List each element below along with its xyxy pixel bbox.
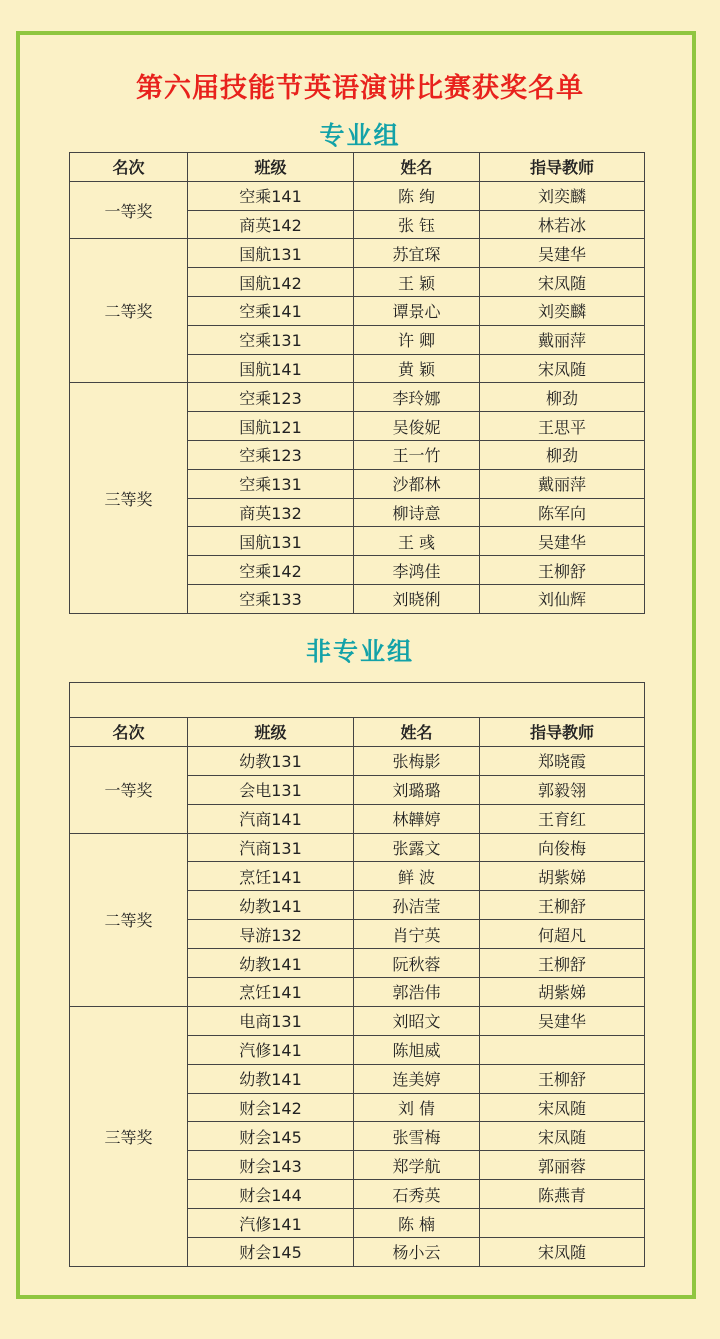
teacher-cell: 柳劲 [480, 440, 645, 469]
class-cell: 空乘131 [188, 325, 354, 354]
teacher-cell: 陈军向 [480, 498, 645, 527]
student-name-cell: 许 卿 [354, 325, 480, 354]
class-cell: 空乘123 [188, 383, 354, 412]
class-cell: 空乘133 [188, 584, 354, 613]
teacher-cell: 王柳舒 [480, 949, 645, 978]
student-name-cell: 陈旭威 [354, 1035, 480, 1064]
student-name-cell: 王 彧 [354, 527, 480, 556]
class-cell: 财会143 [188, 1151, 354, 1180]
header-teacher: 指导教师 [480, 718, 645, 747]
table-row [70, 181, 645, 210]
class-cell: 烹饪141 [188, 978, 354, 1007]
class-cell: 导游132 [188, 920, 354, 949]
rank-cell: 三等奖 [70, 1006, 188, 1266]
class-cell: 商英142 [188, 210, 354, 239]
teacher-cell: 向俊梅 [480, 833, 645, 862]
teacher-cell: 柳劲 [480, 383, 645, 412]
teacher-cell: 王育红 [480, 804, 645, 833]
class-cell: 汽修141 [188, 1209, 354, 1238]
teacher-cell: 宋凤随 [480, 354, 645, 383]
student-name-cell: 张雪梅 [354, 1122, 480, 1151]
teacher-cell: 刘奕麟 [480, 296, 645, 325]
header-teacher: 指导教师 [480, 153, 645, 182]
student-name-cell: 林韡婷 [354, 804, 480, 833]
table-row [70, 383, 645, 412]
header-class: 班级 [188, 718, 354, 747]
professional-awards-table [69, 152, 645, 614]
class-cell: 空乘141 [188, 181, 354, 210]
student-name-cell: 孙洁莹 [354, 891, 480, 920]
rank-cell: 二等奖 [70, 239, 188, 383]
non-professional-awards-table [69, 682, 645, 1267]
table-header-row [70, 718, 645, 747]
student-name-cell: 张 钰 [354, 210, 480, 239]
class-cell: 国航142 [188, 268, 354, 297]
class-cell: 国航131 [188, 527, 354, 556]
class-cell: 空乘142 [188, 556, 354, 585]
page-title: 第六届技能节英语演讲比赛获奖名单 [136, 73, 584, 104]
class-cell: 幼教131 [188, 746, 354, 775]
teacher-cell: 郑晓霞 [480, 746, 645, 775]
non-professional-group-heading: 非专业组 [305, 637, 414, 666]
class-cell: 国航121 [188, 412, 354, 441]
header-name: 姓名 [354, 153, 480, 182]
teacher-cell: 戴丽萍 [480, 469, 645, 498]
student-name-cell: 阮秋蓉 [354, 949, 480, 978]
teacher-cell: 宋凤随 [480, 1093, 645, 1122]
blank-caption-cell [70, 683, 645, 718]
student-name-cell: 刘晓俐 [354, 584, 480, 613]
teacher-cell: 胡紫娣 [480, 978, 645, 1007]
student-name-cell: 柳诗意 [354, 498, 480, 527]
teacher-cell: 吴建华 [480, 1006, 645, 1035]
class-cell: 国航131 [188, 239, 354, 268]
class-cell: 财会142 [188, 1093, 354, 1122]
class-cell: 空乘141 [188, 296, 354, 325]
table-row [70, 1006, 645, 1035]
student-name-cell: 杨小云 [354, 1238, 480, 1267]
student-name-cell: 吴俊妮 [354, 412, 480, 441]
teacher-cell: 郭丽蓉 [480, 1151, 645, 1180]
teacher-cell: 刘仙辉 [480, 584, 645, 613]
student-name-cell: 陈 绚 [354, 181, 480, 210]
student-name-cell: 陈 楠 [354, 1209, 480, 1238]
class-cell: 烹饪141 [188, 862, 354, 891]
student-name-cell: 李鸿佳 [354, 556, 480, 585]
student-name-cell: 李玲娜 [354, 383, 480, 412]
student-name-cell: 张梅影 [354, 746, 480, 775]
header-rank: 名次 [70, 718, 188, 747]
blank-caption-row [70, 683, 645, 718]
class-cell: 财会144 [188, 1180, 354, 1209]
class-cell: 财会145 [188, 1238, 354, 1267]
student-name-cell: 黄 颖 [354, 354, 480, 383]
header-name: 姓名 [354, 718, 480, 747]
header-rank: 名次 [70, 153, 188, 182]
class-cell: 国航141 [188, 354, 354, 383]
class-cell: 空乘123 [188, 440, 354, 469]
student-name-cell: 肖宁英 [354, 920, 480, 949]
student-name-cell: 王 颖 [354, 268, 480, 297]
teacher-cell: 戴丽萍 [480, 325, 645, 354]
class-cell: 汽商131 [188, 833, 354, 862]
class-cell: 汽商141 [188, 804, 354, 833]
professional-group-heading: 专业组 [319, 121, 401, 150]
teacher-cell: 林若冰 [480, 210, 645, 239]
rank-cell: 一等奖 [70, 746, 188, 833]
student-name-cell: 郭浩伟 [354, 978, 480, 1007]
teacher-cell: 吴建华 [480, 527, 645, 556]
student-name-cell: 石秀英 [354, 1180, 480, 1209]
class-cell: 商英132 [188, 498, 354, 527]
student-name-cell: 谭景心 [354, 296, 480, 325]
student-name-cell: 刘璐璐 [354, 775, 480, 804]
class-cell: 幼教141 [188, 891, 354, 920]
class-cell: 电商131 [188, 1006, 354, 1035]
student-name-cell: 王一竹 [354, 440, 480, 469]
teacher-cell: 王柳舒 [480, 891, 645, 920]
student-name-cell: 张露文 [354, 833, 480, 862]
class-cell: 幼教141 [188, 949, 354, 978]
teacher-cell: 刘奕麟 [480, 181, 645, 210]
class-cell: 空乘131 [188, 469, 354, 498]
student-name-cell: 郑学航 [354, 1151, 480, 1180]
table-row [70, 833, 645, 862]
table-row [70, 239, 645, 268]
class-cell: 汽修141 [188, 1035, 354, 1064]
table-row [70, 746, 645, 775]
teacher-cell: 胡紫娣 [480, 862, 645, 891]
student-name-cell: 沙都林 [354, 469, 480, 498]
header-class: 班级 [188, 153, 354, 182]
teacher-cell: 宋凤随 [480, 268, 645, 297]
table-header-row [70, 153, 645, 182]
student-name-cell: 连美婷 [354, 1064, 480, 1093]
teacher-cell: 吴建华 [480, 239, 645, 268]
student-name-cell: 鲜 波 [354, 862, 480, 891]
teacher-cell: 陈燕青 [480, 1180, 645, 1209]
rank-cell: 二等奖 [70, 833, 188, 1006]
student-name-cell: 刘 倩 [354, 1093, 480, 1122]
student-name-cell: 刘昭文 [354, 1006, 480, 1035]
class-cell: 财会145 [188, 1122, 354, 1151]
teacher-cell [480, 1209, 645, 1238]
teacher-cell: 王思平 [480, 412, 645, 441]
teacher-cell: 何超凡 [480, 920, 645, 949]
class-cell: 幼教141 [188, 1064, 354, 1093]
teacher-cell: 宋凤随 [480, 1122, 645, 1151]
class-cell: 会电131 [188, 775, 354, 804]
rank-cell: 一等奖 [70, 181, 188, 239]
student-name-cell: 苏宜琛 [354, 239, 480, 268]
teacher-cell: 郭毅翎 [480, 775, 645, 804]
teacher-cell [480, 1035, 645, 1064]
teacher-cell: 王柳舒 [480, 556, 645, 585]
teacher-cell: 宋凤随 [480, 1238, 645, 1267]
teacher-cell: 王柳舒 [480, 1064, 645, 1093]
rank-cell: 三等奖 [70, 383, 188, 613]
